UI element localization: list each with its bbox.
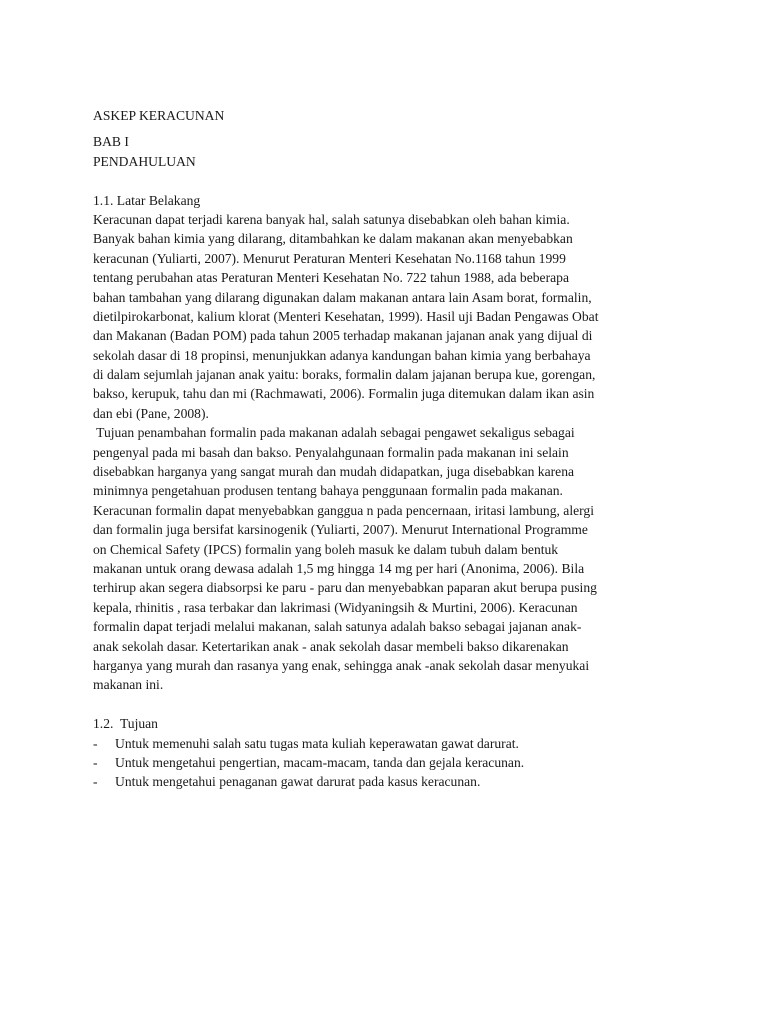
paragraph-line: dan formalin juga bersifat karsinogenik (Yuliarti, 2007). Menurut International Programme [93,522,588,538]
paragraph-line: makanan untuk orang dewasa adalah 1,5 mg hingga 14 mg per hari (Anonima, 2006). Bila [93,560,585,576]
chapter-title: PENDAHULUAN [93,153,196,169]
paragraph-line: Keracunan dapat terjadi karena banyak hal, salah satunya disebabkan oleh bahan kimia. [93,211,570,227]
paragraph-line: dan ebi (Pane, 2008). [93,405,209,421]
bullet-dash: - [93,735,98,751]
section-heading-latar-belakang: 1.1. Latar Belakang [93,192,201,208]
bullet-dash: - [93,774,98,790]
paragraph-line: terhirup akan segera diabsorpsi ke paru - paru dan menyebabkan paparan akut berupa pusing [93,580,597,596]
paragraph-line: anak sekolah dasar. Ketertarikan anak - anak sekolah dasar membeli bakso dikarenakan [93,638,569,654]
paragraph-line: on Chemical Safety (IPCS) formalin yang boleh masuk ke dalam tubuh dalam bentuk [93,541,559,557]
paragraph-line: makanan ini. [93,677,164,693]
paragraph-line: bahan tambahan yang dilarang digunakan dalam makanan antara lain Asam borat, formalin, [93,289,592,305]
list-item-text: Untuk mengetahui pengertian, macam-macam, tanda dan gejala keracunan. [115,754,525,770]
spacer [93,125,673,132]
paragraph-line: bakso, kerupuk, tahu dan mi (Rachmawati, 2006). Formalin juga ditemukan dalam ikan asin [93,386,595,402]
list-item [93,753,673,772]
paragraph-line: dan Makanan (Badan POM) pada tahun 2005 terhadap makanan jajanan anak yang dijual di [93,328,593,344]
section-heading-tujuan: 1.2. Tujuan [93,716,158,732]
paragraph-line: dietilpirokarbonat, kalium klorat (Menteri Kesehatan, 1999). Hasil uji Badan Pengawas Obat [93,308,599,324]
bullet-dash: - [93,754,98,770]
paragraph-line: formalin dapat terjadi melalui makanan, salah satunya adalah bakso sebagai jajanan anak- [93,619,582,635]
paragraph-line: Keracunan formalin dapat menyebabkan ganggua n pada pencernaan, iritasi lambung, alergi [93,502,595,518]
paragraph-line: disebabkan harganya yang sangat murah dan mudah didapatkan, juga disebabkan karena [93,464,575,480]
paragraph-line: keracunan (Yuliarti, 2007). Menurut Peraturan Menteri Kesehatan No.1168 tahun 1999 [93,250,566,266]
paragraph-line: harganya yang murah dan rasanya yang enak, sehingga anak -anak sekolah dasar menyukai [93,657,590,673]
paragraph-line: pengenyal pada mi basah dan bakso. Penyalahgunaan formalin pada makanan ini selain [93,444,569,460]
paragraph-line: Tujuan penambahan formalin pada makanan adalah sebagai pengawet sekaligus sebagai [93,425,575,441]
document-body [93,106,673,792]
paragraph-line: tentang perubahan atas Peraturan Menteri Kesehatan No. 722 tahun 1988, ada beberapa [93,270,569,286]
paragraph-line: minimnya pengetahuan produsen tentang bahaya penggunaan formalin pada makanan. [93,483,563,499]
spacer [93,695,673,714]
paragraph-line: kepala, rhinitis , rasa terbakar dan lakrimasi (Widyaningsih & Murtini, 2006). Keracunan [93,599,578,615]
paragraph-line: sekolah dasar di 18 propinsi, menunjukkan adanya kandungan bahan kimia yang berbahaya [93,347,591,363]
spacer [93,171,673,190]
section-latar-belakang-text [93,210,673,695]
paragraph-line: Banyak bahan kimia yang dilarang, ditambahkan ke dalam makanan akan menyebabkan [93,231,573,247]
tujuan-list [93,734,673,792]
list-item-text: Untuk mengetahui penaganan gawat darurat pada kasus keracunan. [115,774,481,790]
chapter-number: BAB I [93,134,129,150]
list-item [93,772,673,791]
list-item-text: Untuk memenuhi salah satu tugas mata kuliah keperawatan gawat darurat. [115,735,519,751]
list-item [93,734,673,753]
paragraph-line: di dalam sejumlah jajanan anak yaitu: boraks, formalin dalam jajanan berupa kue, gorengan, [93,367,596,383]
document-title: ASKEP KERACUNAN [93,108,225,123]
